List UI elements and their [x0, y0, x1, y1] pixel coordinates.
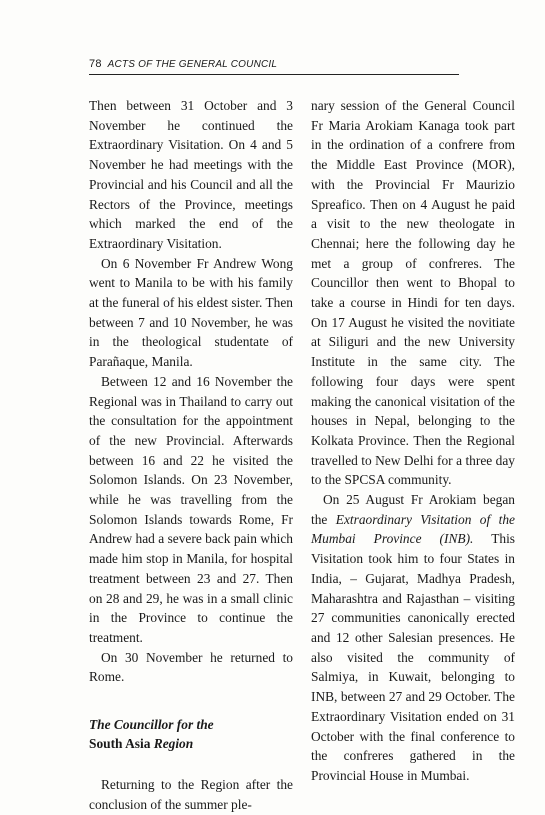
paragraph: nary session of the General Council Fr Maria Arokiam Kanaga took part in the ordination of a confrere from the Middle East Province (MOR), with the Provincial Fr Maurizio Spreafico. Then on 4 August he paid a visit to the new theologate in Chennai; here the following day he met a group of confreres. The Councillor then went to Bhopal to take a course in Hindi for ten days. On 17 August he visited the novitiate at Siliguri and the new University Institute in the same city. The following four days were spent making the canonical visitation of the houses in Nepal, belonging to the Kolkata Province. Then the Regional travelled to New Delhi for a three day to the SPCSA community.	[311, 98, 515, 488]
paragraph-text: On 25 August Fr Arokiam began the	[311, 492, 515, 527]
running-header	[89, 58, 459, 75]
right-column	[311, 96, 515, 786]
running-title: ACTS OF THE GENERAL COUNCIL	[107, 59, 278, 70]
paragraph-text: This Visitation took him to four States in India, – Gujarat, Madhya Pradesh, Maharashtra and Rajasthan – visiting 27 communities canonically erected and 12 other Salesian presences. He also visited the community of Salmiya, in Kuwait, belonging to INB, between 27 and 29 October. The Extraordinary Visitation ended on 31 October with the final conference to the confreres gathered in the Provincial House in Mumbai.	[311, 531, 515, 783]
paragraph: Between 12 and 16 November the Regional was in Thailand to carry out the consultation for the appointment of the new Provincial. Afterwards between 16 and 22 he visited the Solomon Islands. On 23 November, while he was travelling from the Solomon Islands towards Rome, Fr Andrew had a severe back pain which made him stop in Manila, for hospital treatment between 23 and 27. Then on 28 and 29, he was in a small clinic in the Province to continue the treatment.	[89, 373, 293, 645]
paragraph: Then between 31 October and 3 November he continued the Extraordinary Visitation. On 4 and 5 November he had meetings with the Provincial and his Council and all the Rectors of the Province, meetings which marked the end of the Extraordinary Visitation.	[89, 98, 293, 251]
paragraph: On 30 November he returned to Rome.	[89, 649, 293, 685]
emphasis-text: Extraordinary Visitation of the Mumbai Province (INB).	[311, 511, 515, 547]
heading-text: South Asia	[89, 736, 151, 752]
paragraph: Returning to the Region after the conclusion of the summer ple-	[89, 777, 293, 812]
paragraph	[311, 490, 515, 786]
page-number: 78	[89, 58, 102, 70]
paragraph: On 6 November Fr Andrew Wong went to Manila to be with his family at the funeral of his eldest sister. Then between 7 and 10 November, he was in the theological studentate of Parañaque, Manila.	[89, 255, 293, 370]
heading-text: The Councillor for the	[89, 717, 214, 733]
heading-text: Region	[153, 736, 194, 752]
left-column	[89, 96, 293, 815]
section-heading	[89, 715, 293, 753]
